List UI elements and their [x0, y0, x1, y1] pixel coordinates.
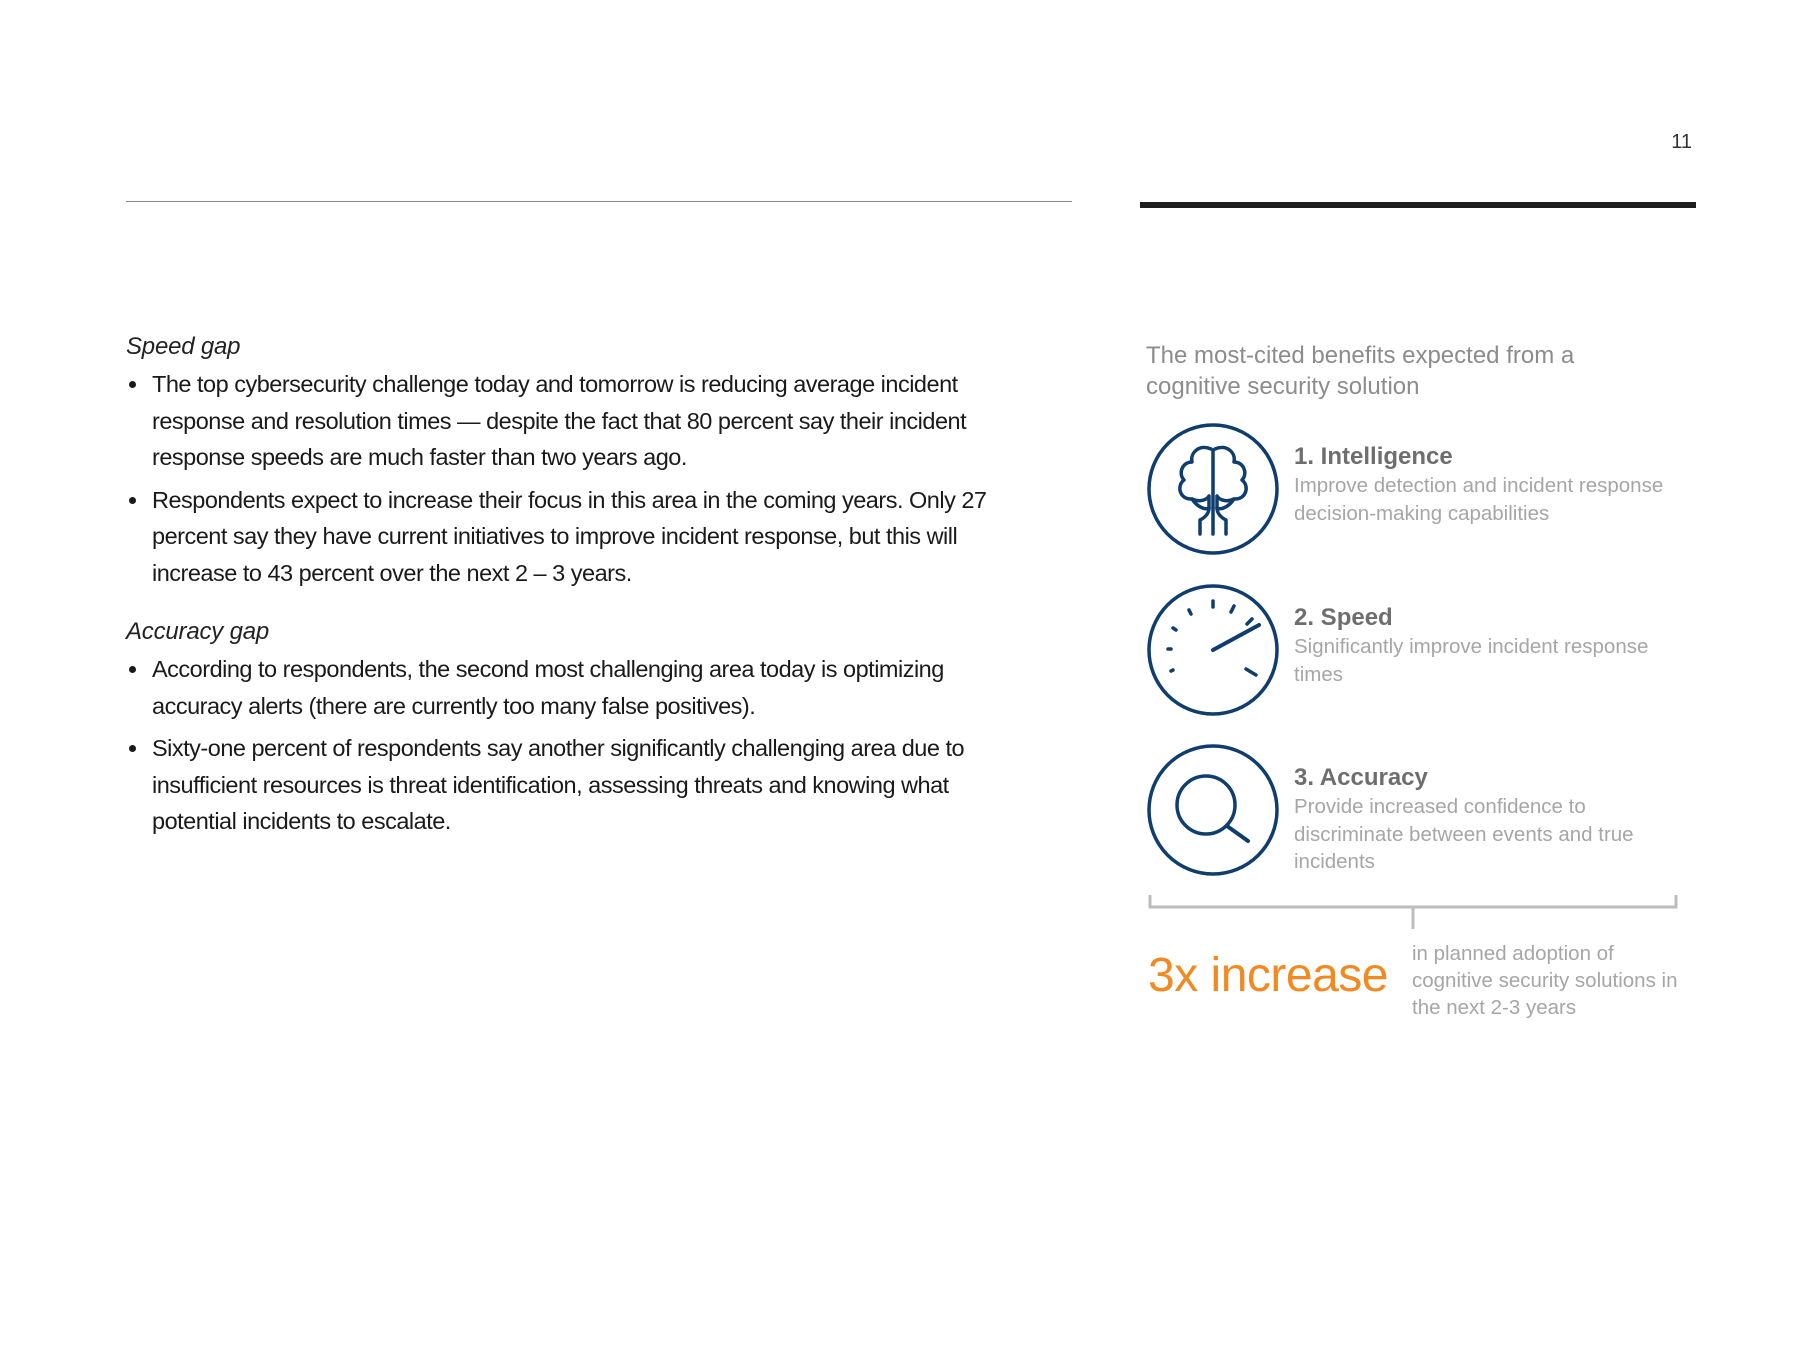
benefits-panel — [1146, 340, 1706, 873]
benefit-title: 1. Intelligence — [1294, 443, 1453, 470]
body-text-column — [126, 330, 1026, 846]
bullet-item — [126, 651, 1026, 724]
section-heading-speed-gap: Speed gap — [126, 333, 241, 360]
stat-description: in planned adoption of cognitive security solutions in the next 2-3 years — [1412, 942, 1678, 1019]
magnifier-icon — [1146, 743, 1280, 877]
benefit-accuracy — [1146, 743, 1706, 883]
benefit-title: 3. Accuracy — [1294, 764, 1428, 791]
benefit-text — [1294, 763, 1694, 876]
divider-right — [1140, 202, 1696, 208]
benefit-speed — [1146, 583, 1706, 723]
panel-title: The most-cited benefits expected from a cognitive security solution — [1146, 342, 1575, 400]
bracket-connector — [1148, 895, 1678, 931]
benefit-description: Provide increased confidence to discriminate between events and true incidents — [1294, 795, 1634, 873]
bullet-dot-icon — [129, 745, 136, 752]
bullet-text: Respondents expect to increase their focus in this area in the coming years. Only 27 percent say they have current initiatives to improve incident response, but this will increase to 43 percent over the next 2 – 3 years. — [152, 486, 987, 586]
bullet-text: According to respondents, the second most challenging area today is optimizing accuracy alerts (there are currently too many false positives). — [152, 656, 944, 719]
divider-left — [126, 201, 1072, 202]
benefit-intelligence — [1146, 422, 1706, 562]
benefit-description: Improve detection and incident response decision-making capabilities — [1294, 474, 1664, 525]
benefit-text — [1294, 603, 1694, 688]
benefit-text — [1294, 442, 1694, 527]
bullet-text: Sixty-one percent of respondents say another significantly challenging area due to insufficient resources is threat identification, assessing threats and knowing what potential incidents to escalate. — [152, 735, 965, 834]
speed-gap-bullets — [126, 366, 1026, 591]
bullet-item — [126, 366, 1026, 476]
bullet-dot-icon — [129, 381, 136, 388]
gauge-icon — [1146, 583, 1280, 717]
bullet-text: The top cybersecurity challenge today and tomorrow is reducing average incident response and resolution times — despite the fact that 80 percent say their incident response speeds are much faster than two years ago. — [152, 371, 967, 470]
page-number: 11 — [1671, 131, 1692, 153]
stat-value: 3x increase — [1148, 949, 1388, 1002]
benefit-description: Significantly improve incident response times — [1294, 635, 1649, 686]
bullet-item — [126, 730, 1026, 840]
bullet-dot-icon — [129, 497, 136, 504]
bullet-item — [126, 482, 1026, 592]
benefit-title: 2. Speed — [1294, 604, 1393, 631]
bullet-dot-icon — [129, 666, 136, 673]
section-heading-accuracy-gap: Accuracy gap — [126, 618, 270, 645]
accuracy-gap-bullets — [126, 651, 1026, 840]
tree-icon — [1146, 422, 1280, 556]
